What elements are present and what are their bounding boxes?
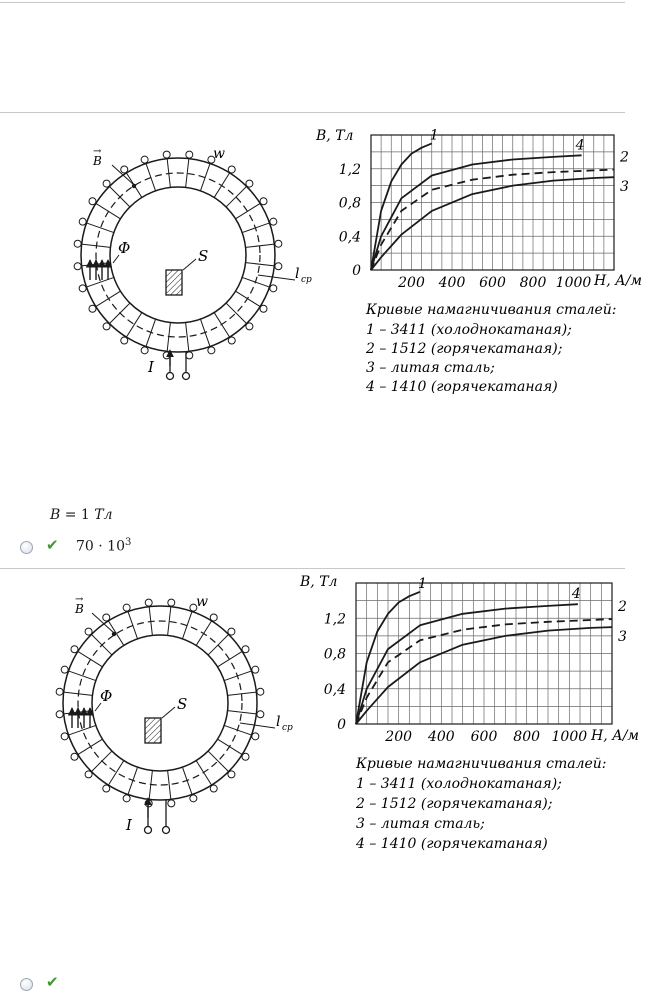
question-rule-1: [0, 112, 625, 113]
winding-turn: [246, 263, 275, 266]
x-axis-label-2: H, А/м: [591, 728, 640, 744]
legend-item-1-2: 1 – 3411 (холоднокатаная);: [356, 776, 562, 792]
winding-loop: [242, 753, 249, 760]
winding-turn: [214, 313, 229, 338]
winding-loop: [260, 198, 267, 205]
label-i: I: [148, 358, 154, 376]
curve-label-2: 2: [618, 599, 627, 616]
curve-label-1: 1: [429, 127, 439, 144]
winding-turn: [108, 621, 123, 646]
label-s-2: S: [177, 695, 188, 713]
winding-turn: [168, 771, 171, 800]
winding-loop: [228, 337, 235, 344]
winding-turn: [226, 186, 247, 207]
winding-loop: [61, 733, 68, 740]
winding-turn: [208, 751, 229, 772]
winding-turn: [218, 739, 243, 754]
x-tick-label: 1000: [551, 729, 588, 745]
winding-loop: [257, 688, 264, 695]
legend-item-2-2: 2 – 1512 (горячекатаная);: [356, 796, 553, 812]
winding-loop: [141, 347, 148, 354]
label-w: w: [213, 146, 225, 162]
winding-loop: [103, 180, 110, 187]
legend-item-3: 3 – литая сталь;: [366, 360, 495, 376]
figure-2: [0, 568, 646, 868]
y-tick-label: 0,8: [338, 195, 361, 212]
winding-loop: [121, 166, 128, 173]
lcp-leader-2: [240, 723, 275, 728]
legend-title: Кривые намагничивания сталей:: [366, 302, 617, 318]
winding-turn: [78, 651, 103, 666]
curve-label-1: 1: [418, 575, 427, 592]
legend-item-1: 1 – 3411 (холоднокатаная);: [366, 322, 572, 338]
lead-wires-2: [145, 798, 170, 834]
winding-loop: [123, 795, 130, 802]
vector-arrow-2: →: [75, 594, 84, 605]
x-tick-label: 600: [479, 275, 506, 291]
answer-row-2[interactable]: [20, 974, 100, 992]
winding-loop: [56, 711, 63, 718]
y-tick-label: 0,4: [338, 229, 361, 246]
y-tick-label: 0: [352, 263, 361, 279]
toroid-diagram: [0, 120, 646, 420]
top-rule: [0, 2, 625, 3]
winding-turn: [91, 751, 112, 772]
x-tick-label: 400: [438, 275, 466, 291]
curve-label-4: 4: [575, 137, 585, 154]
winding-loop: [242, 646, 249, 653]
answer-radio-1[interactable]: [20, 541, 33, 554]
label-s: S: [198, 247, 209, 265]
winding-loop: [228, 771, 235, 778]
winding-turn: [78, 739, 103, 754]
winding-loop: [74, 240, 81, 247]
winding-turn: [186, 159, 189, 188]
winding-loop: [79, 285, 86, 292]
label-b-2: B: [75, 602, 84, 616]
condition-b: B = 1 Тл: [50, 507, 113, 523]
winding-loop: [71, 646, 78, 653]
label-w-2: w: [196, 594, 208, 610]
winding-loop: [56, 688, 63, 695]
winding-turn: [109, 186, 130, 207]
label-lcp-sub-2: ср: [282, 723, 293, 733]
winding-loop: [190, 795, 197, 802]
winding-loop: [228, 628, 235, 635]
toroid-diagram-2: [0, 568, 646, 868]
winding-loop: [168, 599, 175, 606]
winding-turn: [128, 611, 138, 638]
winding-turn: [128, 767, 138, 794]
lead-wires: [167, 350, 190, 380]
winding-loop: [257, 711, 264, 718]
winding-loop: [208, 347, 215, 354]
label-b: B: [93, 154, 102, 168]
winding-loop: [163, 352, 170, 359]
winding-turn: [91, 634, 112, 655]
legend-title-2: Кривые намагничивания сталей:: [356, 756, 607, 772]
winding-loop: [89, 198, 96, 205]
label-i-2: I: [126, 816, 132, 834]
winding-turn: [196, 621, 211, 646]
winding-turn: [196, 761, 211, 786]
winding-turn: [186, 323, 189, 352]
answer-text-1: $70 \cdot 10^3$: [76, 537, 132, 555]
correct-check-icon: ✔: [46, 536, 59, 554]
winding-loop: [210, 785, 217, 792]
toroid-winding: [74, 151, 282, 359]
winding-loop: [121, 337, 128, 344]
winding-turn: [146, 319, 156, 346]
lcp-leader: [258, 275, 295, 280]
legend-item-4-2: 4 – 1410 (горячекатаная): [356, 836, 548, 852]
winding-turn: [146, 163, 156, 190]
winding-turn: [108, 761, 123, 786]
winding-loop: [89, 305, 96, 312]
x-tick-label: 400: [427, 729, 455, 745]
curve-label-3: 3: [618, 629, 627, 646]
x-tick-label: 200: [398, 275, 425, 291]
x-tick-label: 1000: [555, 275, 592, 291]
winding-loop: [270, 285, 277, 292]
winding-loop: [186, 151, 193, 158]
label-phi-2: Φ: [100, 687, 113, 705]
winding-loop: [145, 800, 152, 807]
winding-turn: [214, 173, 229, 198]
figure-1: [0, 120, 646, 420]
winding-loop: [103, 785, 110, 792]
winding-loop: [252, 733, 259, 740]
winding-turn: [218, 651, 243, 666]
winding-loop: [123, 604, 130, 611]
legend-item-4: 4 – 1410 (горячекатаная): [366, 379, 558, 395]
label-phi: Φ: [118, 239, 131, 257]
winding-loop: [246, 180, 253, 187]
s-leader: [183, 259, 196, 270]
curve-label-2: 2: [620, 149, 629, 166]
winding-loop: [141, 156, 148, 163]
answer-radio-2[interactable]: [20, 978, 33, 991]
winding-turn: [236, 291, 261, 306]
winding-loop: [246, 323, 253, 330]
label-lcp-2: l: [276, 714, 281, 730]
y-tick-label: 1,2: [338, 161, 361, 178]
winding-loop: [260, 305, 267, 312]
x-tick-label: 200: [385, 729, 413, 745]
curve-label-4: 4: [571, 586, 581, 603]
winding-loop: [74, 263, 81, 270]
winding-loop: [210, 614, 217, 621]
toroid-winding-2: [56, 599, 264, 807]
curve-label-3: 3: [620, 179, 629, 196]
winding-turn: [226, 303, 247, 324]
b-point-2: [112, 632, 116, 636]
winding-loop: [275, 240, 282, 247]
y-axis-label-2: B, Тл: [300, 574, 338, 590]
winding-loop: [145, 599, 152, 606]
winding-loop: [168, 800, 175, 807]
cross-section-s: [166, 270, 182, 295]
winding-loop: [186, 352, 193, 359]
vector-arrow: →: [93, 146, 102, 157]
winding-loop: [163, 151, 170, 158]
x-tick-label: 800: [513, 729, 541, 745]
winding-turn: [228, 711, 257, 714]
y-tick-label: 0,4: [323, 681, 346, 698]
y-axis-label: B, Тл: [316, 128, 354, 144]
s-leader-2: [162, 707, 175, 718]
x-tick-label: 600: [470, 729, 498, 745]
answer-row-1[interactable]: [20, 537, 180, 555]
winding-turn: [168, 607, 171, 636]
legend-item-3-2: 3 – литая сталь;: [356, 816, 485, 832]
winding-loop: [270, 218, 277, 225]
winding-loop: [85, 771, 92, 778]
winding-loop: [275, 263, 282, 270]
winding-loop: [85, 628, 92, 635]
label-lcp-sub: ср: [301, 275, 312, 285]
winding-loop: [228, 166, 235, 173]
x-axis-label: H, А/м: [594, 273, 643, 289]
winding-turn: [109, 303, 130, 324]
y-tick-label: 0,8: [323, 646, 346, 663]
b-leader: [112, 165, 134, 185]
label-lcp: l: [295, 266, 300, 282]
y-tick-label: 1,2: [323, 611, 346, 628]
correct-check-icon-2: ✔: [46, 973, 59, 991]
winding-turn: [96, 291, 121, 306]
cross-section-s-2: [145, 718, 161, 743]
winding-turn: [236, 203, 261, 218]
winding-loop: [79, 218, 86, 225]
y-tick-label: 0: [337, 717, 346, 733]
winding-loop: [252, 666, 259, 673]
b-point: [132, 184, 136, 188]
winding-turn: [208, 634, 229, 655]
legend-item-2: 2 – 1512 (горячекатаная);: [366, 341, 563, 357]
winding-loop: [61, 666, 68, 673]
winding-loop: [103, 614, 110, 621]
winding-loop: [71, 753, 78, 760]
x-tick-label: 800: [519, 275, 547, 291]
winding-loop: [103, 323, 110, 330]
winding-turn: [126, 313, 141, 338]
winding-turn: [96, 203, 121, 218]
